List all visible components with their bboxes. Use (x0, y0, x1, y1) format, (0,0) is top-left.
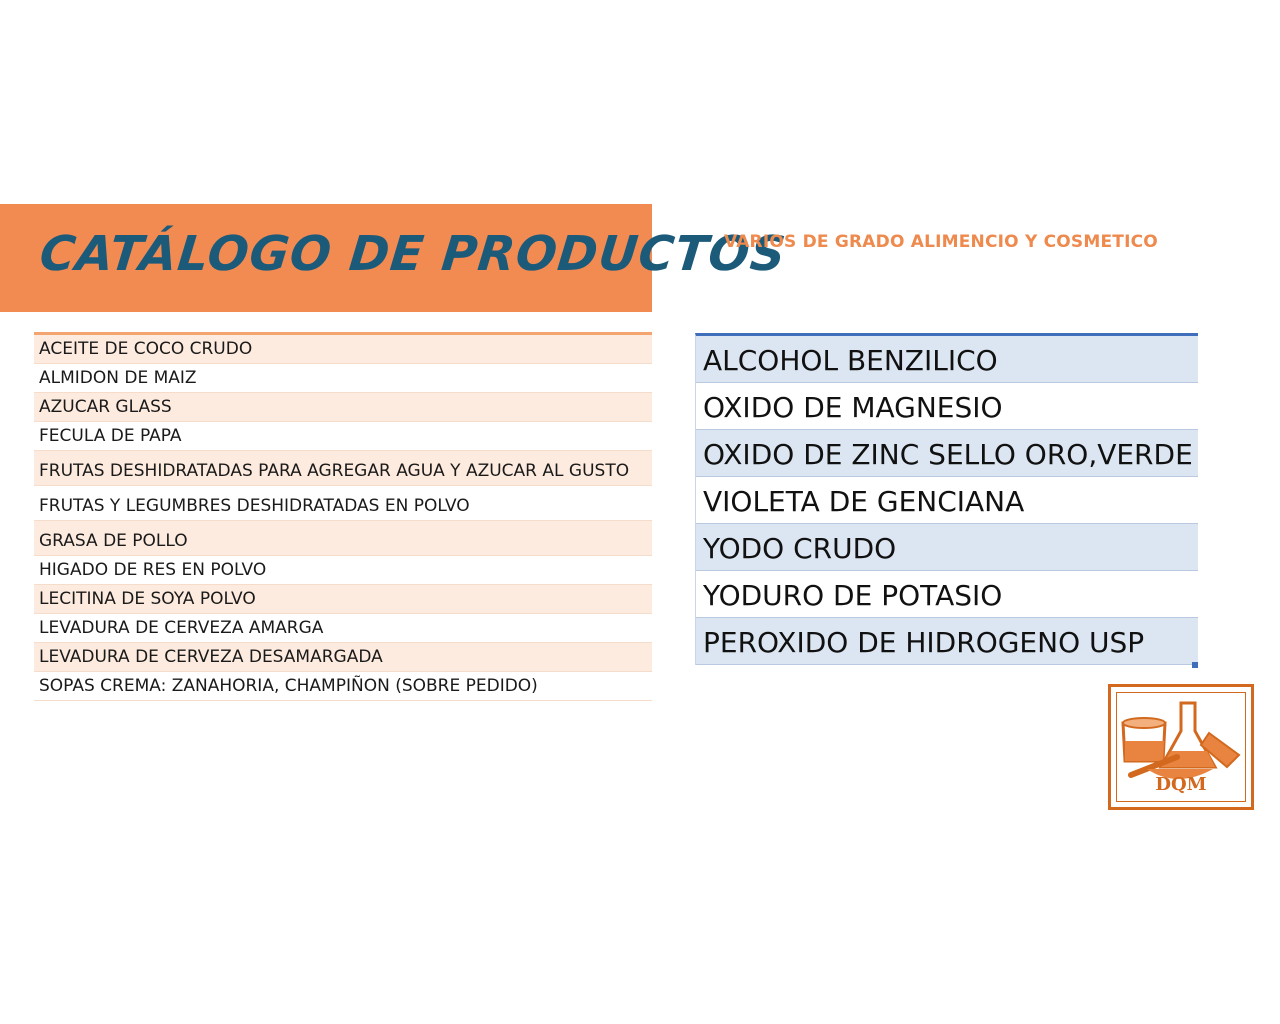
table-row: ACEITE DE COCO CRUDO (34, 335, 652, 364)
table-row: PEROXIDO DE HIDROGENO USP (696, 618, 1198, 665)
table-row: LEVADURA DE CERVEZA AMARGA (34, 614, 652, 643)
table-row: AZUCAR GLASS (34, 393, 652, 422)
table-row: VIOLETA DE GENCIANA (696, 477, 1198, 524)
table-row: OXIDO DE ZINC SELLO ORO,VERDE (696, 430, 1198, 477)
table-row: LECITINA DE SOYA POLVO (34, 585, 652, 614)
table-row: GRASA DE POLLO (34, 521, 652, 556)
table-resize-handle (1192, 662, 1198, 668)
logo-frame (1116, 692, 1246, 802)
logo-text: DQM (1155, 774, 1207, 795)
table-row: OXIDO DE MAGNESIO (696, 383, 1198, 430)
company-logo (1108, 684, 1254, 810)
page-title: CATÁLOGO DE PRODUCTOS (37, 226, 789, 282)
table-row: LEVADURA DE CERVEZA DESAMARGADA (34, 643, 652, 672)
table-row: YODURO DE POTASIO (696, 571, 1198, 618)
table-row: SOPAS CREMA: ZANAHORIA, CHAMPIÑON (SOBRE PEDIDO) (34, 672, 652, 701)
section-subtitle: VARIOS DE GRADO ALIMENCIO Y COSMETICO (724, 232, 1158, 252)
table-row: FECULA DE PAPA (34, 422, 652, 451)
table-row: ALMIDON DE MAIZ (34, 364, 652, 393)
table-row: ALCOHOL BENZILICO (696, 336, 1198, 383)
lab-glassware-icon (1117, 697, 1249, 781)
table-row: YODO CRUDO (696, 524, 1198, 571)
table-row: HIGADO DE RES EN POLVO (34, 556, 652, 585)
cosmetic-products-table (695, 333, 1198, 665)
food-products-table (34, 332, 652, 701)
table-row: FRUTAS Y LEGUMBRES DESHIDRATADAS EN POLVO (34, 486, 652, 521)
table-row: FRUTAS DESHIDRATADAS PARA AGREGAR AGUA Y AZUCAR AL GUSTO (34, 451, 652, 486)
